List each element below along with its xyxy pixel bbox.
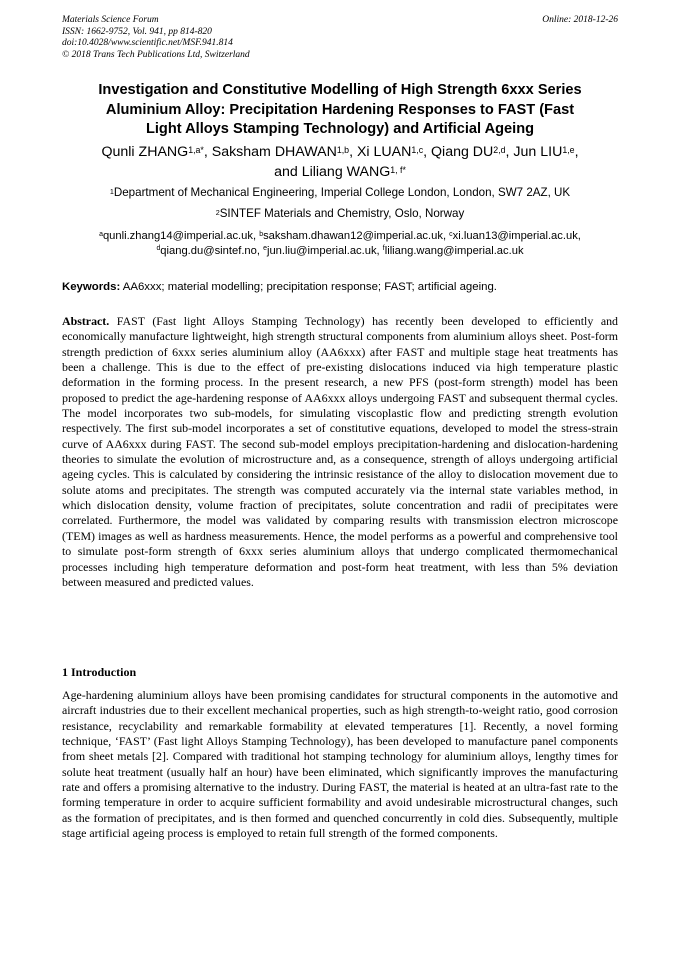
email-marker: b: [259, 230, 264, 238]
keywords-text: AA6xxx; material modelling; precipitation response; FAST; artificial ageing.: [120, 281, 497, 293]
email-marker: f: [382, 245, 385, 253]
abstract-label: Abstract.: [62, 314, 110, 328]
author-name: Xi LUAN: [356, 144, 412, 160]
email-marker: c: [449, 230, 453, 238]
author-name: Qiang DU: [431, 144, 494, 160]
doi-line[interactable]: doi:10.4028/www.scientific.net/MSF.941.814: [62, 38, 233, 48]
author-affiliation-marker: 1,a*: [188, 145, 204, 156]
email-marker: d: [156, 245, 161, 253]
affiliation-2: [60, 207, 620, 221]
introduction-paragraph: Age-hardening aluminium alloys have been promising candidates for structural components in the automotive and aircraft industries due to their excellent mechanical properties, such as high strength-to-weight ratio, good corrosion resistance, recyclability and remarkable formability at elevated temperatures [1]. Recently, a novel forming technique, ‘FAST’ (Fast light Alloys Stamping Technology), has been developed to manufacture panel components from sheet metals [2]. Compared with traditional hot stamping technology for aluminium alloys, lengthy times for solute heat treatment (usually half an hour) have been eliminated, which significantly improves the manufacturing rate and offers a promising alternative to the industry. During FAST, the material is heated at an ultra-fast rate to the forming temperature in order to acquire sufficient formability and avoid undesirable microstructural changes, such as the formation of precipitates, and is then formed and quenched concurrently in cold dies. Subsequently, multiple stage artificial ageing process is employed to retain full strength of the formed components.: [62, 688, 618, 841]
email-address[interactable]: qiang.du@sintef.no,: [160, 244, 264, 257]
journal-name: Materials Science Forum: [62, 15, 159, 25]
affiliation-1: [60, 186, 620, 200]
author-name: and Liliang WANG: [274, 163, 391, 180]
keywords-label: Keywords:: [62, 281, 121, 293]
journal-header: [62, 15, 618, 61]
keywords: [62, 280, 618, 294]
affiliation-text: Department of Mechanical Engineering, Imperial College London, London, SW7 2AZ, UK: [113, 186, 571, 199]
abstract-text: FAST (Fast light Alloys Stamping Technology) has recently been developed to efficiently and economically manufacture lightweight, high strength structural components from aluminium alloys sheet. Post-form strength prediction of 6xxx series aluminium alloy (AA6xxx) after FAST and multiple stage heat treatments has been a challenge. This is due to the effect of pre-existing dislocations induced via high temperature plastic deformation in the forming process. In the present research, a new PFS (post-form strength) model has been proposed to predict the age-hardening response of AA6xxx alloys undergoing FAST and subsequent thermal cycles. The model incorporates two sub-models, for simulating viscoplastic flow and predicting strength evolution respectively. The first sub-model incorporates a set of constitutive equations, developed to model the stress-strain curve of AA6xxx during FAST. The second sub-model employs precipitation-hardening and dislocation-hardening theories to simulate the evolution of microstructure and, as a consequence, strength of alloys undergoing artificial ageing cycles. This is calculated by considering the intrinsic resistance of the alloy to dislocation movement due to solute atoms and precipitates. The strength was computed accurately via the internal state variables method, in which dislocation density, volume fraction of precipitates, solute concentration and radii of precipitates were correlated. Furthermore, the model was validated by comparing results with transmission electron microscope (TEM) images as well as hardness measurements. Hence, the model performs as a powerful and comprehensive tool to simulate post-form strength of 6xxx series aluminium alloys that undergo complicated thermomechanical processes including high temperature deformation and post-form heat treatment, with less than 5% deviation between measured and predicted values.: [62, 314, 618, 589]
copyright-line: © 2018 Trans Tech Publications Ltd, Switzerland: [62, 49, 250, 60]
affiliation-text: SINTEF Materials and Chemistry, Oslo, Norway: [219, 207, 465, 220]
author-name: Qunli ZHANG: [101, 144, 189, 160]
affiliation-marker: 2: [215, 207, 220, 217]
email-address[interactable]: liliang.wang@imperial.ac.uk: [384, 244, 524, 257]
title-line: Investigation and Constitutive Modelling of High Strength 6xxx Series: [98, 82, 582, 98]
email-address[interactable]: saksham.dhawan12@imperial.ac.uk,: [263, 230, 450, 242]
author-separator: ,: [423, 144, 431, 160]
email-address[interactable]: xi.luan13@imperial.ac.uk,: [452, 230, 581, 242]
author-affiliation-marker: 1,c: [411, 145, 424, 156]
author-separator: ,: [505, 144, 514, 160]
author-separator: ,: [574, 144, 579, 160]
author-affiliation-marker: 1,e: [562, 145, 575, 156]
author-separator: ,: [349, 144, 357, 160]
paper-title: [60, 81, 620, 140]
issn-line: ISSN: 1662-9752, Vol. 941, pp 814-820: [62, 26, 212, 37]
author-affiliation-marker: 1, f*: [390, 164, 406, 175]
author-name: Jun LIU: [513, 144, 563, 160]
author-affiliation-marker: 2,d: [493, 145, 506, 156]
email-marker: a: [99, 230, 103, 238]
email-address[interactable]: jun.liu@imperial.ac.uk,: [266, 244, 383, 257]
title-line: Aluminium Alloy: Precipitation Hardening Responses to FAST (Fast: [105, 101, 575, 118]
author-list: [60, 143, 620, 182]
affiliation-marker: 1: [109, 186, 114, 196]
email-address[interactable]: qunli.zhang14@imperial.ac.uk,: [102, 230, 260, 242]
author-affiliation-marker: 1,b: [336, 145, 350, 156]
section-heading-introduction: 1 Introduction: [62, 665, 137, 679]
author-separator: ,: [203, 144, 212, 160]
author-name: Saksham DHAWAN: [211, 144, 337, 160]
email-marker: e: [263, 245, 267, 253]
online-date: Online: 2018-12-26: [542, 15, 618, 25]
abstract: [62, 314, 618, 590]
author-emails: [60, 229, 620, 258]
title-line: Light Alloys Stamping Technology) and Artificial Ageing: [145, 121, 535, 137]
